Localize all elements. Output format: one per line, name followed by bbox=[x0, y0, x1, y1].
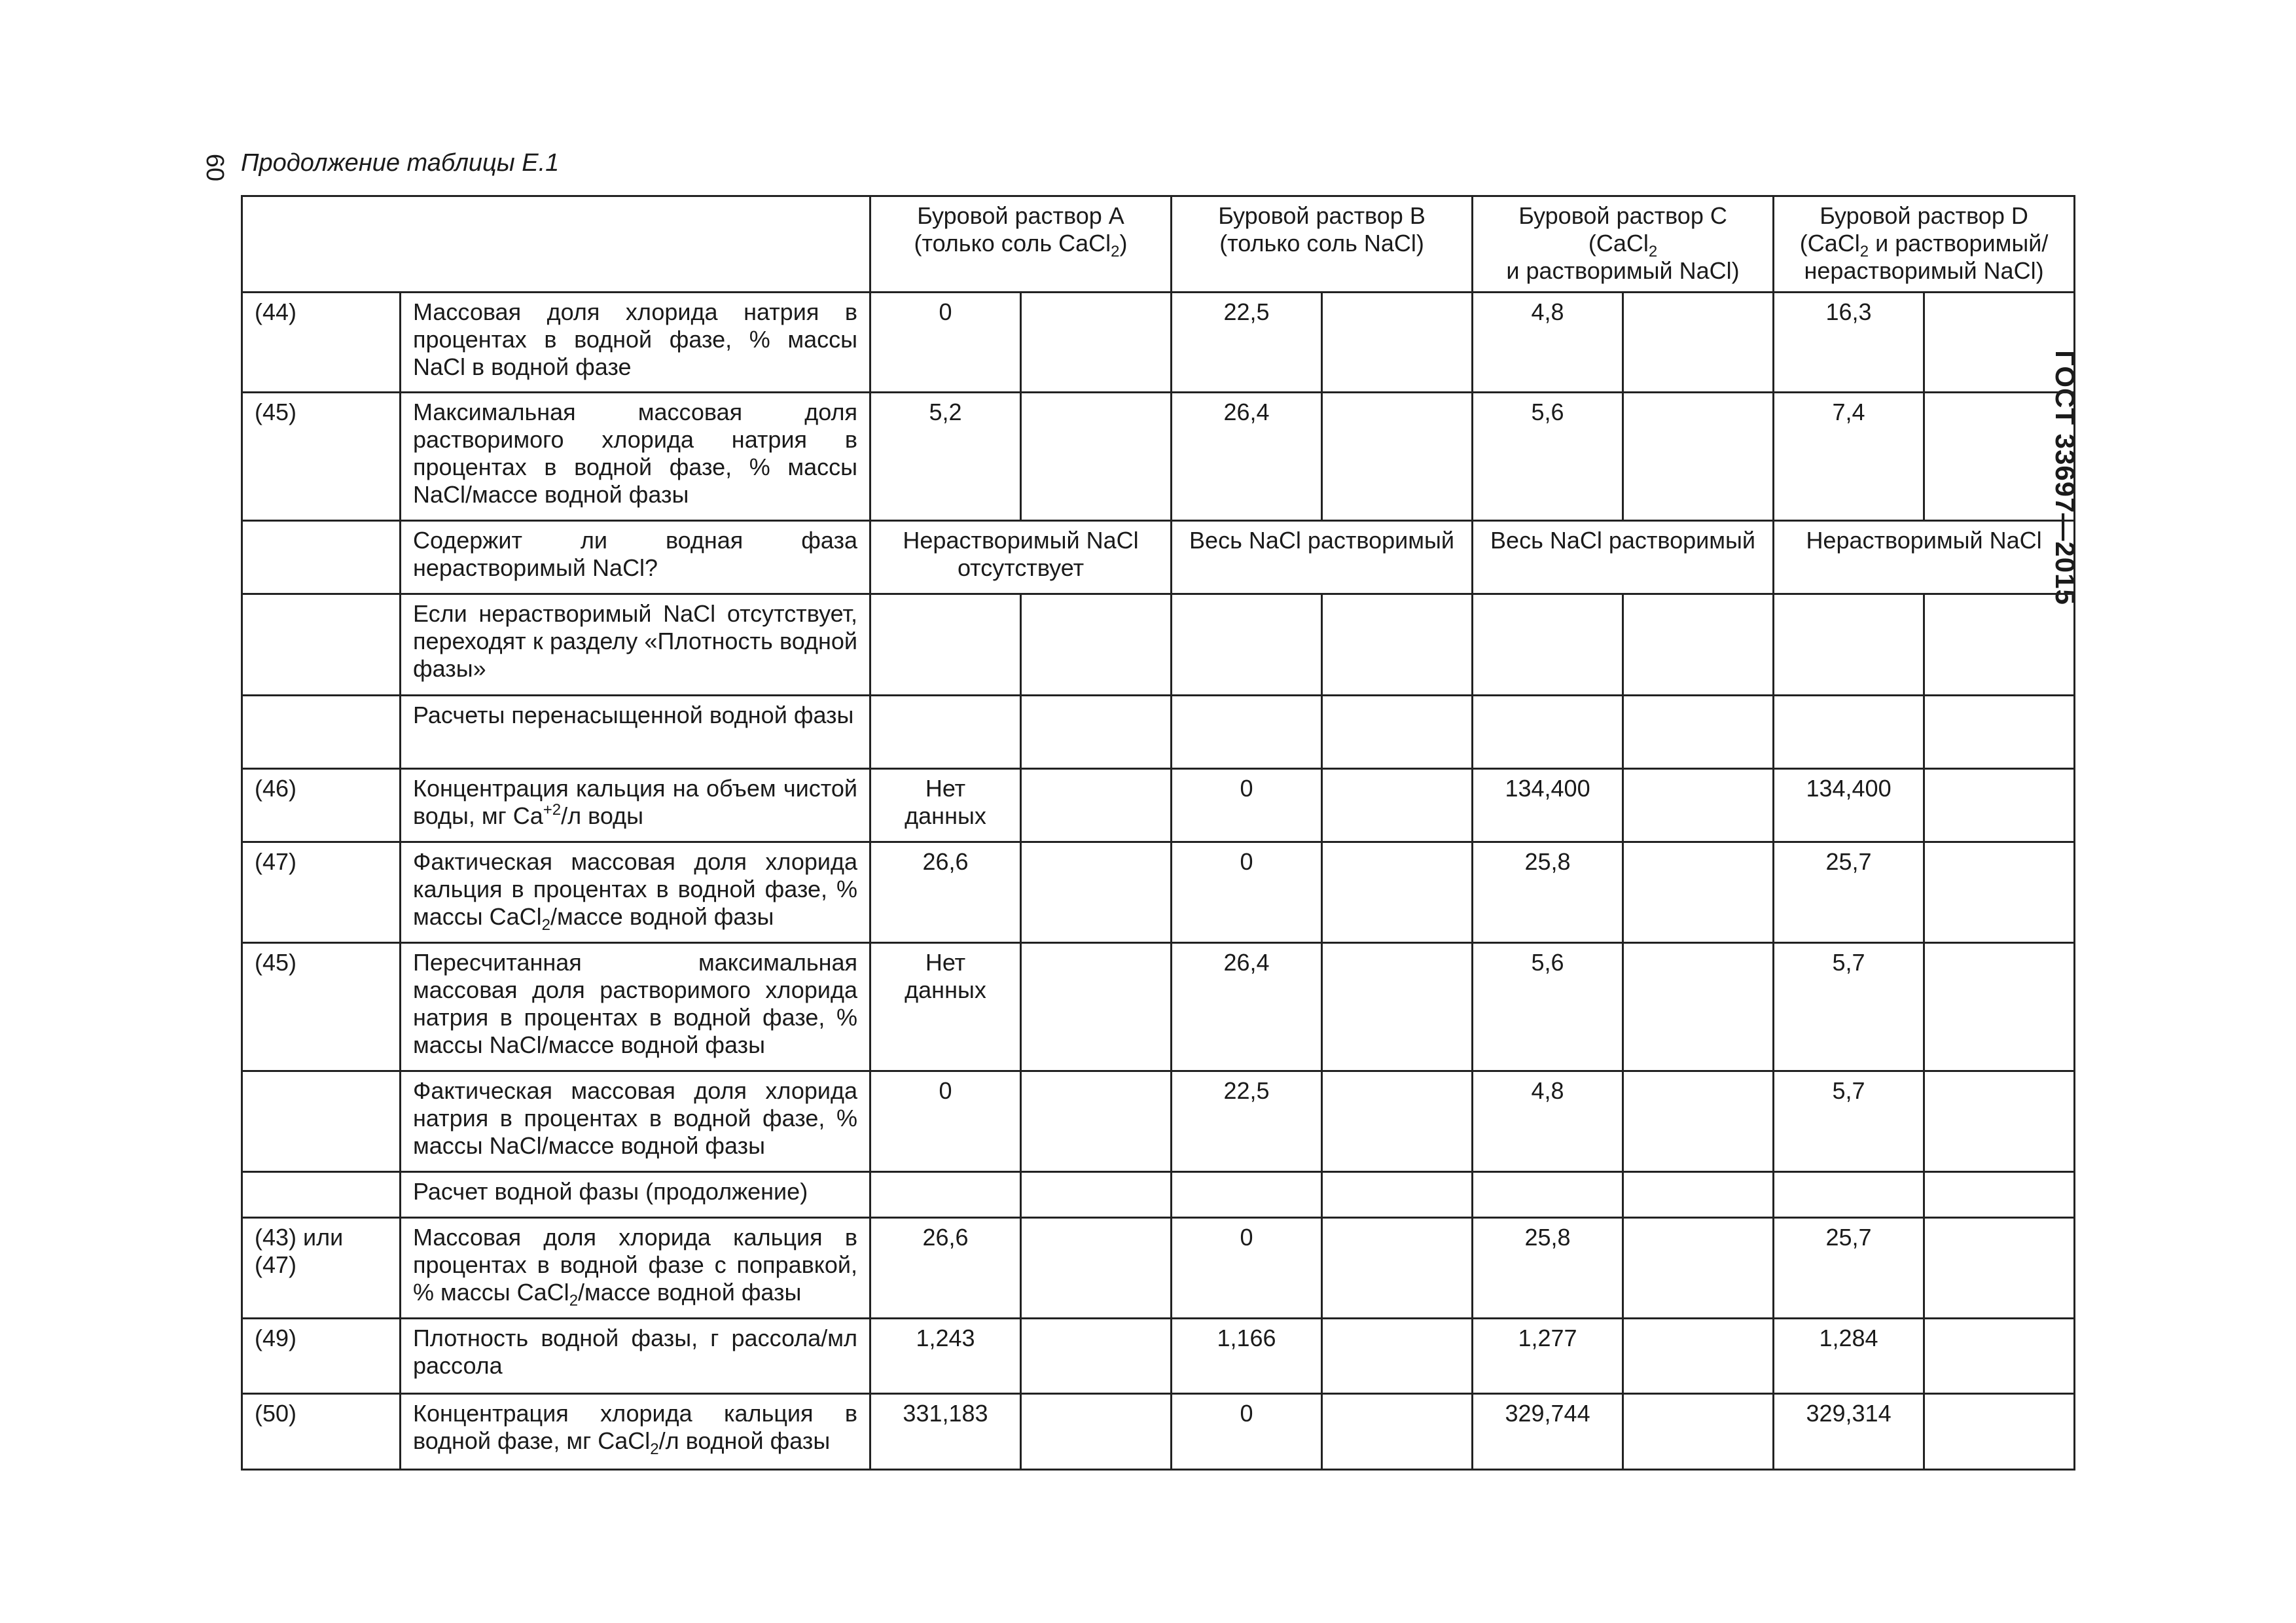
row-description: Содержит ли водная фаза нерастворимый NaCl? bbox=[401, 521, 870, 594]
value-b-extra bbox=[1322, 842, 1473, 943]
value-d bbox=[1774, 1172, 1924, 1218]
row-number bbox=[242, 521, 401, 594]
value-b-extra bbox=[1322, 1319, 1473, 1394]
value-a-extra bbox=[1021, 1319, 1172, 1394]
row-number: (45) bbox=[242, 393, 401, 521]
value-b: 22,5 bbox=[1172, 1071, 1322, 1172]
table-row bbox=[242, 1218, 2075, 1319]
value-d: Нерастворимый NaCl bbox=[1774, 521, 2075, 594]
header-c-line1: Буровой раствор С (CaCl bbox=[1518, 202, 1727, 257]
row-number: (44) bbox=[242, 293, 401, 393]
row-description: Если нерастворимый NaCl отсутствует, переходят к разделу «Плотность водной фазы» bbox=[401, 594, 870, 696]
value-c: 134,400 bbox=[1473, 769, 1623, 842]
value-a: Нет данных bbox=[870, 769, 1021, 842]
value-c: 4,8 bbox=[1473, 293, 1623, 393]
value-b: 0 bbox=[1172, 1394, 1322, 1470]
row-description: Пересчитанная максимальная массовая доля растворимого хлорида натрия в процентах в водной фазе, % массы NaCl/массе водной фазы bbox=[401, 943, 870, 1071]
value-b: Весь NaCl растворимый bbox=[1172, 521, 1473, 594]
value-c-extra bbox=[1623, 696, 1774, 769]
header-a-line2: (только соль CaCl bbox=[914, 230, 1111, 257]
header-a-line2-end: ) bbox=[1119, 230, 1128, 257]
value-b: 26,4 bbox=[1172, 393, 1322, 521]
value-b: 22,5 bbox=[1172, 293, 1322, 393]
value-a-extra bbox=[1021, 943, 1172, 1071]
value-a: 331,183 bbox=[870, 1394, 1021, 1470]
value-a: 26,6 bbox=[870, 842, 1021, 943]
value-c-extra bbox=[1623, 1172, 1774, 1218]
value-b-extra bbox=[1322, 943, 1473, 1071]
value-c-extra bbox=[1623, 1319, 1774, 1394]
row-description: Максимальная массовая доля растворимого хлорида натрия в процентах в водной фазе, % массы NaCl/массе водной фазы bbox=[401, 393, 870, 521]
value-d-extra bbox=[1924, 1394, 2075, 1470]
header-solution-d bbox=[1774, 196, 2075, 293]
value-d-extra bbox=[1924, 1218, 2075, 1319]
value-c-extra bbox=[1623, 769, 1774, 842]
value-a: Нет данных bbox=[870, 943, 1021, 1071]
value-b: 26,4 bbox=[1172, 943, 1322, 1071]
value-d: 329,314 bbox=[1774, 1394, 1924, 1470]
value-a-extra bbox=[1021, 769, 1172, 842]
table-row bbox=[242, 1172, 2075, 1218]
value-c: 5,6 bbox=[1473, 393, 1623, 521]
value-c-extra bbox=[1623, 1218, 1774, 1319]
value-a-extra bbox=[1021, 842, 1172, 943]
value-b bbox=[1172, 594, 1322, 696]
table-row bbox=[242, 293, 2075, 393]
row-description: Плотность водной фазы, г рассола/мл рассола bbox=[401, 1319, 870, 1394]
value-b-extra bbox=[1322, 594, 1473, 696]
desc-subscript: 2 bbox=[650, 1440, 659, 1458]
value-c-extra bbox=[1623, 943, 1774, 1071]
value-d-extra bbox=[1924, 1172, 2075, 1218]
desc-text-end: /л воды bbox=[561, 802, 643, 829]
header-d-line2: (CaCl bbox=[1799, 230, 1860, 257]
row-number: (45) bbox=[242, 943, 401, 1071]
value-d bbox=[1774, 696, 1924, 769]
value-d: 25,7 bbox=[1774, 1218, 1924, 1319]
value-b-extra bbox=[1322, 1071, 1473, 1172]
row-description bbox=[401, 769, 870, 842]
row-number bbox=[242, 594, 401, 696]
table-row bbox=[242, 1071, 2075, 1172]
value-a-extra bbox=[1021, 1071, 1172, 1172]
value-c bbox=[1473, 594, 1623, 696]
value-c bbox=[1473, 1172, 1623, 1218]
desc-text-end: /массе водной фазы bbox=[578, 1279, 802, 1306]
value-c: 5,6 bbox=[1473, 943, 1623, 1071]
value-b: 0 bbox=[1172, 1218, 1322, 1319]
value-a: 0 bbox=[870, 1071, 1021, 1172]
table-row bbox=[242, 594, 2075, 696]
value-d-extra bbox=[1924, 1071, 2075, 1172]
value-b-extra bbox=[1322, 293, 1473, 393]
header-solution-b bbox=[1172, 196, 1473, 293]
value-b: 1,166 bbox=[1172, 1319, 1322, 1394]
page-number: 60 bbox=[201, 153, 228, 182]
value-a: 1,243 bbox=[870, 1319, 1021, 1394]
value-d: 16,3 bbox=[1774, 293, 1924, 393]
desc-subscript: 2 bbox=[541, 916, 551, 934]
table-caption: Продолжение таблицы Е.1 bbox=[241, 149, 560, 177]
desc-superscript: +2 bbox=[543, 801, 562, 819]
value-a: 5,2 bbox=[870, 393, 1021, 521]
desc-text-end: /л водной фазы bbox=[658, 1427, 831, 1454]
value-d bbox=[1774, 594, 1924, 696]
value-d: 7,4 bbox=[1774, 393, 1924, 521]
table-row bbox=[242, 943, 2075, 1071]
data-table bbox=[241, 195, 2075, 1471]
value-a bbox=[870, 1172, 1021, 1218]
table-row bbox=[242, 1394, 2075, 1470]
value-b-extra bbox=[1322, 1172, 1473, 1218]
desc-text-end: /массе водной фазы bbox=[550, 903, 774, 930]
value-a: 0 bbox=[870, 293, 1021, 393]
row-number bbox=[242, 1172, 401, 1218]
desc-subscript: 2 bbox=[569, 1292, 579, 1310]
header-empty-cell bbox=[242, 196, 870, 293]
value-d: 5,7 bbox=[1774, 943, 1924, 1071]
value-c-extra bbox=[1623, 393, 1774, 521]
value-b bbox=[1172, 696, 1322, 769]
value-d: 25,7 bbox=[1774, 842, 1924, 943]
row-description: Фактическая массовая доля хлорида натрия в процентах в водной фазе, % массы NaCl/массе водной фазы bbox=[401, 1071, 870, 1172]
value-b: 0 bbox=[1172, 769, 1322, 842]
value-b bbox=[1172, 1172, 1322, 1218]
desc-text: Концентрация хлорида кальция в водной фазе, мг CaCl bbox=[413, 1400, 857, 1454]
row-description bbox=[401, 1394, 870, 1470]
value-b-extra bbox=[1322, 1218, 1473, 1319]
desc-text: Массовая доля хлорида кальция в процентах в водной фазе с поправкой, % массы CaCl bbox=[413, 1224, 857, 1306]
row-number: (47) bbox=[242, 842, 401, 943]
row-number: (50) bbox=[242, 1394, 401, 1470]
value-a: 26,6 bbox=[870, 1218, 1021, 1319]
table-row bbox=[242, 393, 2075, 521]
value-b-extra bbox=[1322, 393, 1473, 521]
value-d: 5,7 bbox=[1774, 1071, 1924, 1172]
row-description: Расчеты перенасыщенной водной фазы bbox=[401, 696, 870, 769]
value-c: 25,8 bbox=[1473, 842, 1623, 943]
header-b-line1: Буровой раствор В bbox=[1218, 202, 1426, 229]
header-c-line2: и растворимый NaCl) bbox=[1506, 257, 1740, 284]
table-row bbox=[242, 842, 2075, 943]
value-a-extra bbox=[1021, 1172, 1172, 1218]
header-d-line3: нерастворимый NaCl) bbox=[1804, 257, 2044, 284]
row-number bbox=[242, 1071, 401, 1172]
header-c-sub: 2 bbox=[1648, 243, 1658, 260]
header-solution-a bbox=[870, 196, 1172, 293]
value-b-extra bbox=[1322, 1394, 1473, 1470]
value-c-extra bbox=[1623, 594, 1774, 696]
header-d-line1: Буровой раствор D bbox=[1820, 202, 2028, 229]
value-b: 0 bbox=[1172, 842, 1322, 943]
value-b-extra bbox=[1322, 696, 1473, 769]
header-d-line2-end: и растворимый/ bbox=[1869, 230, 2049, 257]
value-c-extra bbox=[1623, 842, 1774, 943]
value-a bbox=[870, 696, 1021, 769]
value-d-extra bbox=[1924, 943, 2075, 1071]
row-number: (46) bbox=[242, 769, 401, 842]
header-a-line1: Буровой раствор А bbox=[917, 202, 1124, 229]
value-c: 329,744 bbox=[1473, 1394, 1623, 1470]
document-code: ГОСТ 33697—2015 bbox=[2050, 350, 2081, 605]
value-c bbox=[1473, 696, 1623, 769]
value-a-extra bbox=[1021, 393, 1172, 521]
header-d-sub: 2 bbox=[1859, 243, 1869, 260]
value-c-extra bbox=[1623, 1394, 1774, 1470]
table-row bbox=[242, 696, 2075, 769]
value-d: 134,400 bbox=[1774, 769, 1924, 842]
table-row bbox=[242, 769, 2075, 842]
desc-text: Концентрация кальция на объем чистой воды, мг Ca bbox=[413, 775, 857, 829]
value-a bbox=[870, 594, 1021, 696]
value-c-extra bbox=[1623, 293, 1774, 393]
row-description bbox=[401, 842, 870, 943]
value-d-extra bbox=[1924, 1319, 2075, 1394]
value-a-extra bbox=[1021, 696, 1172, 769]
row-description bbox=[401, 1218, 870, 1319]
value-a-extra bbox=[1021, 1394, 1172, 1470]
row-description: Расчет водной фазы (продолжение) bbox=[401, 1172, 870, 1218]
value-d-extra bbox=[1924, 769, 2075, 842]
row-number: (43) или (47) bbox=[242, 1218, 401, 1319]
value-a: Нерастворимый NaCl отсутствует bbox=[870, 521, 1172, 594]
value-d-extra bbox=[1924, 293, 2075, 393]
value-d-extra bbox=[1924, 696, 2075, 769]
value-a-extra bbox=[1021, 293, 1172, 393]
value-c-extra bbox=[1623, 1071, 1774, 1172]
header-b-line2: (только соль NaCl) bbox=[1219, 230, 1424, 257]
desc-text: Фактическая массовая доля хлорида кальция в процентах в водной фазе, % массы CaCl bbox=[413, 848, 857, 930]
row-number: (49) bbox=[242, 1319, 401, 1394]
value-d: 1,284 bbox=[1774, 1319, 1924, 1394]
value-d-extra bbox=[1924, 594, 2075, 696]
value-c: 4,8 bbox=[1473, 1071, 1623, 1172]
row-description: Массовая доля хлорида натрия в процентах в водной фазе, % массы NaCl в водной фазе bbox=[401, 293, 870, 393]
table-row bbox=[242, 1319, 2075, 1394]
header-solution-c bbox=[1473, 196, 1774, 293]
value-c: Весь NaCl растворимый bbox=[1473, 521, 1774, 594]
table-row bbox=[242, 521, 2075, 594]
value-c: 25,8 bbox=[1473, 1218, 1623, 1319]
value-a-extra bbox=[1021, 594, 1172, 696]
value-d-extra bbox=[1924, 393, 2075, 521]
header-row bbox=[242, 196, 2075, 293]
value-c: 1,277 bbox=[1473, 1319, 1623, 1394]
value-d-extra bbox=[1924, 842, 2075, 943]
header-a-sub: 2 bbox=[1111, 243, 1120, 260]
value-b-extra bbox=[1322, 769, 1473, 842]
row-number bbox=[242, 696, 401, 769]
value-a-extra bbox=[1021, 1218, 1172, 1319]
